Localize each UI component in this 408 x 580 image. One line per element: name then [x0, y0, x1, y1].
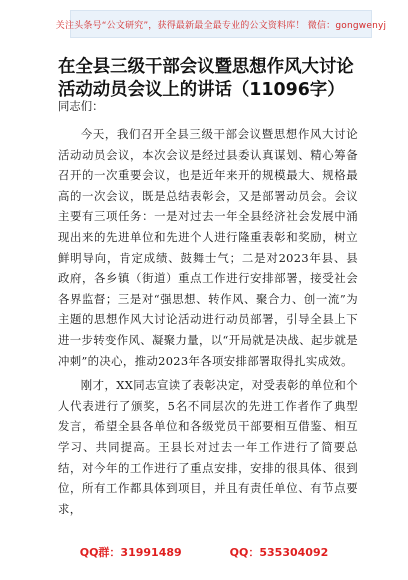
qq-contact: QQ：535304092: [229, 546, 329, 559]
banner-text: 关注头条号“公文研究”，获得最新最全最专业的公文资料库！ 微信：gongwenyj: [55, 20, 387, 31]
greeting: 同志们：: [58, 99, 104, 113]
top-banner: [55, 10, 387, 38]
footer: [0, 542, 408, 562]
document-body: [58, 124, 358, 523]
paragraph: 今天，我们召开全县三级干部会议暨思想作风大讨论活动动员会议，本次会议是经过县委认真谋划、精心筹备召开的一次重要会议，也是近年来开的规模最大、规格最高的一次会议，既是总结表彰会，又是部署动员会。会议主要有三项任务：一是对过去一年全县经济社会发展中涌现出来的先进单位和先进个人进行隆重表彰和奖励，树立鲜明导向，肯定成绩、鼓舞士气；二是对2023年县、县政府，各乡镇（街道）重点工作进行安排部署，接受社会各界监督；三是对“强思想、转作风、聚合力、创一流”为主题的思想作风大讨论活动进行动员部署，引导全县上下进一步转变作风、凝聚力量，以“开局就是决战、起步就是冲刺”的决心，推动2023年各项安排部署取得扎实成效。: [58, 127, 358, 368]
document-title: 在全县三级干部会议暨思想作风大讨论活动动员会议上的讲话（11096字）: [58, 57, 354, 100]
qq-group: QQ群：31991489: [79, 546, 182, 559]
paragraph: 刚才，XX同志宣读了表彰决定，对受表彰的单位和个人代表进行了颁奖，5名不同层次的先进工作者作了典型发言，希望全县各单位和各级党员干部要相互借鉴、相互学习、共同提高。王县长对过去一年工作进行了简要总结，对今年的工作进行了重点安排，安排的很具体、很到位，所有工作都具体到项目，并且有责任单位、有节点要求，: [58, 378, 358, 516]
